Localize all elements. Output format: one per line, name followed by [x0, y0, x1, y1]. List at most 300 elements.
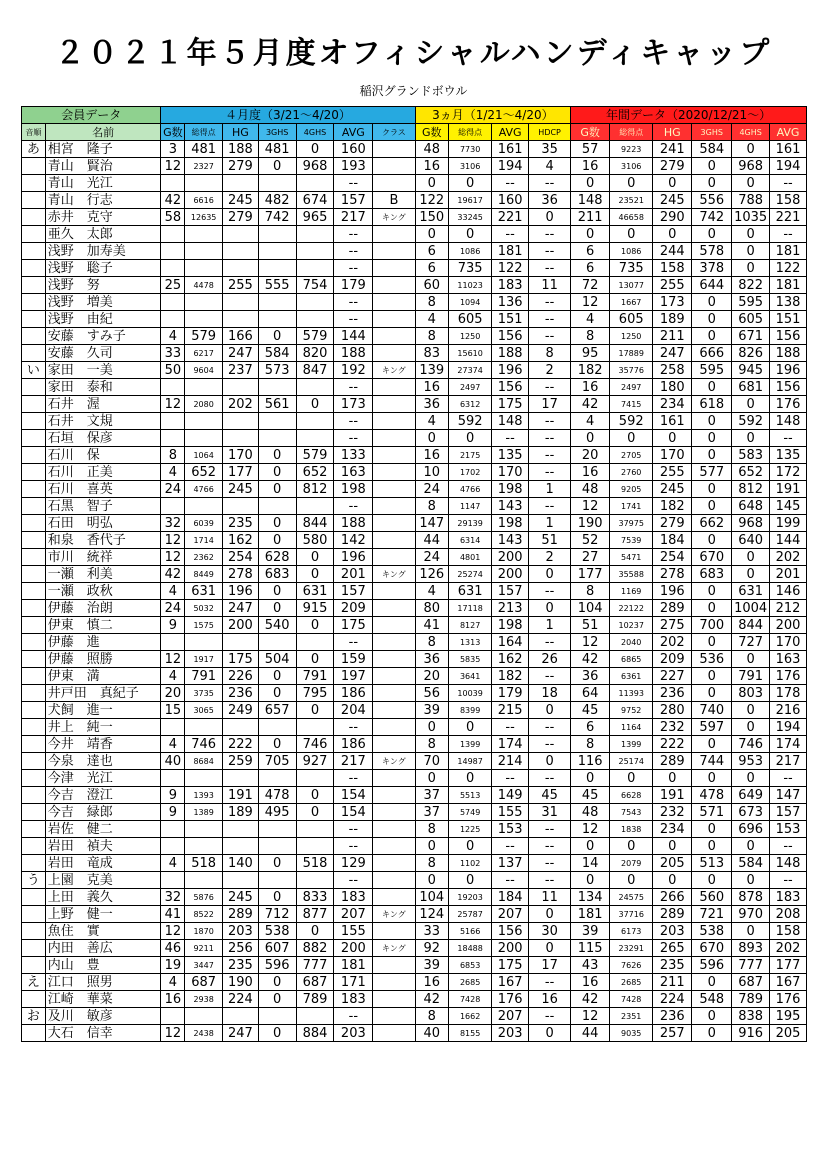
cell-apr-hg [223, 226, 259, 243]
cell-kana-index [22, 991, 46, 1008]
column-header-row [22, 124, 807, 141]
column-header: G数 [415, 124, 449, 141]
cell-q-games: 124 [415, 906, 449, 923]
cell-apr-total: 3065 [185, 702, 223, 719]
cell-apr-4ghs [296, 243, 334, 260]
cell-y-games: 8 [571, 328, 610, 345]
cell-y-3ghs: 0 [692, 158, 732, 175]
cell-y-3ghs: 478 [692, 787, 732, 804]
cell-q-games: 8 [415, 294, 449, 311]
cell-y-games: 43 [571, 957, 610, 974]
cell-y-4ghs: 640 [732, 532, 770, 549]
cell-q-avg: -- [492, 838, 529, 855]
cell-y-3ghs: 0 [692, 770, 732, 787]
cell-y-4ghs: 746 [732, 736, 770, 753]
cell-q-games: 150 [415, 209, 449, 226]
cell-apr-total: 2080 [185, 396, 223, 413]
cell-apr-4ghs [296, 821, 334, 838]
cell-y-hg: 170 [653, 447, 692, 464]
cell-y-avg: 176 [770, 668, 807, 685]
cell-apr-4ghs: 833 [296, 889, 334, 906]
cell-apr-4ghs: 968 [296, 158, 334, 175]
column-header: 名前 [45, 124, 161, 141]
cell-q-avg: -- [492, 430, 529, 447]
cell-y-avg: 191 [770, 481, 807, 498]
cell-y-total: 23291 [610, 940, 653, 957]
cell-apr-class [373, 158, 415, 175]
cell-y-avg: 170 [770, 634, 807, 651]
cell-y-games: 12 [571, 634, 610, 651]
cell-q-hdcp: -- [529, 634, 571, 651]
cell-y-hg: 161 [653, 413, 692, 430]
cell-y-hg: 0 [653, 175, 692, 192]
cell-apr-3ghs: 742 [258, 209, 296, 226]
cell-apr-3ghs: 584 [258, 345, 296, 362]
cell-q-hdcp: 1 [529, 515, 571, 532]
cell-y-avg: 221 [770, 209, 807, 226]
cell-y-total: 7543 [610, 804, 653, 821]
column-header: AVG [334, 124, 373, 141]
cell-q-avg: 207 [492, 1008, 529, 1025]
cell-q-hdcp: 31 [529, 804, 571, 821]
cell-apr-class [373, 549, 415, 566]
cell-name: 伊藤 治朗 [45, 600, 161, 617]
cell-apr-total: 4478 [185, 277, 223, 294]
cell-q-games: 104 [415, 889, 449, 906]
cell-q-games: 122 [415, 192, 449, 209]
cell-q-total: 2175 [449, 447, 492, 464]
cell-q-avg: 184 [492, 889, 529, 906]
cell-y-total: 2705 [610, 447, 653, 464]
cell-kana-index [22, 719, 46, 736]
table-row [22, 634, 807, 651]
cell-apr-3ghs: 555 [258, 277, 296, 294]
cell-name: 石川 喜英 [45, 481, 161, 498]
cell-q-total: 0 [449, 226, 492, 243]
cell-q-total: 3106 [449, 158, 492, 175]
cell-y-games: 16 [571, 464, 610, 481]
cell-q-games: 0 [415, 226, 449, 243]
cell-q-avg: 156 [492, 379, 529, 396]
table-row [22, 872, 807, 889]
cell-y-hg: 241 [653, 141, 692, 158]
cell-name: 内山 豊 [45, 957, 161, 974]
cell-q-games: 83 [415, 345, 449, 362]
cell-y-total: 0 [610, 770, 653, 787]
cell-apr-avg: 197 [334, 668, 373, 685]
cell-q-total: 4766 [449, 481, 492, 498]
cell-y-4ghs: 0 [732, 566, 770, 583]
cell-y-3ghs: 0 [692, 736, 732, 753]
cell-y-avg: 158 [770, 923, 807, 940]
cell-y-3ghs: 0 [692, 498, 732, 515]
cell-apr-avg: 192 [334, 362, 373, 379]
cell-apr-avg: -- [334, 1008, 373, 1025]
cell-apr-games: 24 [161, 481, 185, 498]
cell-apr-3ghs [258, 1008, 296, 1025]
cell-y-avg: 194 [770, 158, 807, 175]
cell-apr-class [373, 243, 415, 260]
cell-kana-index [22, 515, 46, 532]
cell-y-4ghs: 595 [732, 294, 770, 311]
cell-y-avg: 176 [770, 991, 807, 1008]
cell-q-games: 16 [415, 974, 449, 991]
cell-y-4ghs: 584 [732, 855, 770, 872]
cell-apr-avg: 155 [334, 923, 373, 940]
cell-y-4ghs: 0 [732, 396, 770, 413]
cell-apr-games: 4 [161, 668, 185, 685]
cell-y-avg: 216 [770, 702, 807, 719]
cell-y-hg: 189 [653, 311, 692, 328]
cell-kana-index [22, 158, 46, 175]
cell-y-4ghs: 970 [732, 906, 770, 923]
cell-apr-hg: 166 [223, 328, 259, 345]
cell-y-4ghs: 968 [732, 515, 770, 532]
cell-kana-index [22, 294, 46, 311]
cell-y-games: 52 [571, 532, 610, 549]
cell-name: 安藤 すみ子 [45, 328, 161, 345]
cell-y-4ghs: 791 [732, 668, 770, 685]
cell-y-4ghs: 822 [732, 277, 770, 294]
cell-q-hdcp: -- [529, 175, 571, 192]
cell-y-3ghs: 0 [692, 1008, 732, 1025]
cell-apr-games: 9 [161, 617, 185, 634]
cell-name: 石井 渥 [45, 396, 161, 413]
cell-q-hdcp: 2 [529, 549, 571, 566]
cell-y-3ghs: 683 [692, 566, 732, 583]
cell-apr-3ghs: 712 [258, 906, 296, 923]
cell-name: 浅野 由紀 [45, 311, 161, 328]
cell-apr-games [161, 770, 185, 787]
cell-apr-total [185, 175, 223, 192]
cell-q-hdcp: -- [529, 1008, 571, 1025]
cell-apr-games [161, 243, 185, 260]
cell-apr-class [373, 328, 415, 345]
cell-kana-index [22, 770, 46, 787]
cell-y-hg: 236 [653, 1008, 692, 1025]
cell-apr-3ghs: 495 [258, 804, 296, 821]
table-row [22, 549, 807, 566]
cell-apr-total: 8522 [185, 906, 223, 923]
cell-q-games: 44 [415, 532, 449, 549]
cell-y-avg: 201 [770, 566, 807, 583]
cell-kana-index [22, 328, 46, 345]
cell-apr-4ghs: 687 [296, 974, 334, 991]
table-row [22, 991, 807, 1008]
cell-apr-hg: 279 [223, 209, 259, 226]
cell-q-total: 6312 [449, 396, 492, 413]
cell-name: 石川 保 [45, 447, 161, 464]
cell-q-hdcp: 36 [529, 192, 571, 209]
cell-apr-3ghs [258, 634, 296, 651]
cell-y-avg: 138 [770, 294, 807, 311]
cell-apr-4ghs: 927 [296, 753, 334, 770]
cell-q-hdcp: -- [529, 413, 571, 430]
cell-apr-games: 12 [161, 651, 185, 668]
cell-apr-avg: -- [334, 243, 373, 260]
cell-q-games: 36 [415, 396, 449, 413]
cell-apr-class [373, 277, 415, 294]
cell-y-avg: 161 [770, 141, 807, 158]
cell-apr-total: 6217 [185, 345, 223, 362]
cell-apr-3ghs: 0 [258, 158, 296, 175]
cell-q-total: 19617 [449, 192, 492, 209]
cell-apr-total: 1714 [185, 532, 223, 549]
group-header: 3ヵ月（1/21～4/20） [415, 107, 571, 124]
cell-q-avg: -- [492, 770, 529, 787]
cell-y-3ghs: 0 [692, 634, 732, 651]
cell-y-hg: 245 [653, 481, 692, 498]
cell-apr-class [373, 923, 415, 940]
cell-apr-total: 2362 [185, 549, 223, 566]
table-row [22, 1008, 807, 1025]
cell-kana-index [22, 532, 46, 549]
cell-kana-index [22, 175, 46, 192]
cell-apr-avg: 129 [334, 855, 373, 872]
cell-y-avg: -- [770, 838, 807, 855]
cell-q-hdcp: 0 [529, 906, 571, 923]
cell-apr-games: 42 [161, 566, 185, 583]
cell-name: 浅野 努 [45, 277, 161, 294]
cell-q-games: 147 [415, 515, 449, 532]
cell-y-4ghs: 681 [732, 379, 770, 396]
cell-y-games: 64 [571, 685, 610, 702]
cell-y-games: 72 [571, 277, 610, 294]
cell-y-3ghs: 548 [692, 991, 732, 1008]
cell-q-total: 1250 [449, 328, 492, 345]
cell-y-3ghs: 0 [692, 311, 732, 328]
cell-q-hdcp: -- [529, 311, 571, 328]
cell-kana-index [22, 838, 46, 855]
cell-y-3ghs: 740 [692, 702, 732, 719]
cell-q-total: 1662 [449, 1008, 492, 1025]
cell-y-avg: 200 [770, 617, 807, 634]
table-row [22, 702, 807, 719]
cell-y-3ghs: 0 [692, 226, 732, 243]
cell-apr-avg: 154 [334, 804, 373, 821]
table-row [22, 141, 807, 158]
cell-y-3ghs: 0 [692, 600, 732, 617]
cell-apr-class [373, 226, 415, 243]
cell-name: 内田 善広 [45, 940, 161, 957]
cell-y-hg: 180 [653, 379, 692, 396]
cell-apr-avg: 175 [334, 617, 373, 634]
cell-kana-index: う [22, 872, 46, 889]
cell-q-games: 126 [415, 566, 449, 583]
cell-name: 石田 明弘 [45, 515, 161, 532]
cell-name: 青山 光江 [45, 175, 161, 192]
cell-q-games: 37 [415, 804, 449, 821]
cell-y-hg: 211 [653, 328, 692, 345]
cell-apr-games: 50 [161, 362, 185, 379]
cell-kana-index [22, 923, 46, 940]
cell-kana-index [22, 906, 46, 923]
cell-apr-avg: -- [334, 260, 373, 277]
cell-y-4ghs: 788 [732, 192, 770, 209]
cell-y-hg: 279 [653, 515, 692, 532]
cell-y-hg: 196 [653, 583, 692, 600]
cell-name: 青山 行志 [45, 192, 161, 209]
cell-q-total: 0 [449, 719, 492, 736]
cell-apr-4ghs: 777 [296, 957, 334, 974]
cell-apr-hg: 190 [223, 974, 259, 991]
cell-apr-class [373, 447, 415, 464]
cell-apr-hg [223, 430, 259, 447]
cell-kana-index [22, 736, 46, 753]
cell-y-hg: 245 [653, 192, 692, 209]
cell-apr-4ghs: 0 [296, 396, 334, 413]
cell-q-total: 1702 [449, 464, 492, 481]
cell-q-total: 8127 [449, 617, 492, 634]
cell-kana-index: え [22, 974, 46, 991]
cell-apr-4ghs: 579 [296, 447, 334, 464]
cell-name: 上野 健一 [45, 906, 161, 923]
cell-q-games: 6 [415, 260, 449, 277]
cell-apr-4ghs: 0 [296, 651, 334, 668]
cell-kana-index [22, 617, 46, 634]
cell-apr-4ghs: 789 [296, 991, 334, 1008]
cell-name: 安藤 久司 [45, 345, 161, 362]
cell-q-avg: 143 [492, 532, 529, 549]
cell-y-games: 45 [571, 702, 610, 719]
cell-q-hdcp: -- [529, 855, 571, 872]
cell-apr-class: キング [373, 362, 415, 379]
cell-q-games: 40 [415, 1025, 449, 1042]
cell-q-total: 7428 [449, 991, 492, 1008]
cell-name: 今泉 達也 [45, 753, 161, 770]
cell-apr-hg: 256 [223, 940, 259, 957]
cell-y-games: 116 [571, 753, 610, 770]
cell-q-avg: 179 [492, 685, 529, 702]
cell-apr-avg: 157 [334, 192, 373, 209]
cell-y-total: 9223 [610, 141, 653, 158]
cell-y-3ghs: 571 [692, 804, 732, 821]
table-row [22, 804, 807, 821]
cell-q-avg: 170 [492, 464, 529, 481]
cell-kana-index [22, 481, 46, 498]
cell-apr-avg: -- [334, 498, 373, 515]
cell-apr-total: 1870 [185, 923, 223, 940]
cell-y-games: 0 [571, 175, 610, 192]
cell-apr-class [373, 396, 415, 413]
cell-y-3ghs: 742 [692, 209, 732, 226]
cell-y-hg: 0 [653, 838, 692, 855]
cell-y-total: 7428 [610, 991, 653, 1008]
cell-apr-class [373, 634, 415, 651]
cell-apr-4ghs [296, 1008, 334, 1025]
cell-apr-hg: 245 [223, 192, 259, 209]
cell-apr-class [373, 855, 415, 872]
cell-y-hg: 258 [653, 362, 692, 379]
cell-apr-class [373, 481, 415, 498]
cell-y-avg: 208 [770, 906, 807, 923]
cell-y-4ghs: 0 [732, 838, 770, 855]
cell-y-4ghs: 0 [732, 175, 770, 192]
cell-y-avg: 195 [770, 1008, 807, 1025]
cell-q-avg: 137 [492, 855, 529, 872]
cell-y-hg: 236 [653, 685, 692, 702]
cell-apr-total [185, 260, 223, 277]
cell-apr-avg: 198 [334, 481, 373, 498]
cell-q-hdcp: 30 [529, 923, 571, 940]
cell-y-avg: 122 [770, 260, 807, 277]
cell-apr-games: 9 [161, 787, 185, 804]
cell-apr-total [185, 770, 223, 787]
cell-q-games: 4 [415, 413, 449, 430]
cell-apr-class [373, 821, 415, 838]
cell-y-total: 6173 [610, 923, 653, 940]
cell-y-hg: 232 [653, 804, 692, 821]
cell-apr-games: 41 [161, 906, 185, 923]
cell-apr-hg: 191 [223, 787, 259, 804]
cell-y-4ghs: 844 [732, 617, 770, 634]
cell-name: 伊東 満 [45, 668, 161, 685]
cell-q-hdcp: -- [529, 821, 571, 838]
cell-y-games: 42 [571, 991, 610, 1008]
cell-y-4ghs: 687 [732, 974, 770, 991]
cell-apr-total: 5876 [185, 889, 223, 906]
cell-y-3ghs: 670 [692, 940, 732, 957]
cell-apr-hg [223, 821, 259, 838]
column-header: 4GHS [732, 124, 770, 141]
cell-q-games: 92 [415, 940, 449, 957]
cell-apr-games: 19 [161, 957, 185, 974]
cell-apr-avg: 217 [334, 209, 373, 226]
cell-apr-avg: -- [334, 634, 373, 651]
cell-apr-3ghs: 0 [258, 464, 296, 481]
cell-kana-index [22, 804, 46, 821]
cell-y-games: 115 [571, 940, 610, 957]
cell-q-total: 14987 [449, 753, 492, 770]
cell-apr-4ghs: 882 [296, 940, 334, 957]
cell-apr-total: 791 [185, 668, 223, 685]
cell-q-hdcp: 26 [529, 651, 571, 668]
cell-apr-class [373, 345, 415, 362]
cell-y-4ghs: 648 [732, 498, 770, 515]
cell-q-avg: 160 [492, 192, 529, 209]
cell-q-games: 70 [415, 753, 449, 770]
cell-y-total: 17889 [610, 345, 653, 362]
cell-y-hg: 279 [653, 158, 692, 175]
cell-y-hg: 173 [653, 294, 692, 311]
cell-y-4ghs: 812 [732, 481, 770, 498]
cell-apr-3ghs [258, 243, 296, 260]
cell-apr-class [373, 651, 415, 668]
cell-apr-3ghs: 0 [258, 685, 296, 702]
cell-apr-avg: 186 [334, 685, 373, 702]
cell-apr-total [185, 838, 223, 855]
cell-q-hdcp: 8 [529, 345, 571, 362]
cell-y-4ghs: 696 [732, 821, 770, 838]
cell-y-4ghs: 0 [732, 770, 770, 787]
cell-y-games: 39 [571, 923, 610, 940]
cell-y-avg: 172 [770, 464, 807, 481]
cell-y-games: 177 [571, 566, 610, 583]
cell-apr-4ghs: 674 [296, 192, 334, 209]
cell-apr-hg: 222 [223, 736, 259, 753]
cell-apr-hg: 289 [223, 906, 259, 923]
cell-name: 犬飼 進一 [45, 702, 161, 719]
cell-y-3ghs: 578 [692, 243, 732, 260]
cell-y-games: 190 [571, 515, 610, 532]
cell-y-hg: 280 [653, 702, 692, 719]
table-row [22, 498, 807, 515]
table-row [22, 617, 807, 634]
cell-q-total: 0 [449, 838, 492, 855]
cell-apr-4ghs: 812 [296, 481, 334, 498]
cell-y-hg: 209 [653, 651, 692, 668]
cell-y-total: 22122 [610, 600, 653, 617]
